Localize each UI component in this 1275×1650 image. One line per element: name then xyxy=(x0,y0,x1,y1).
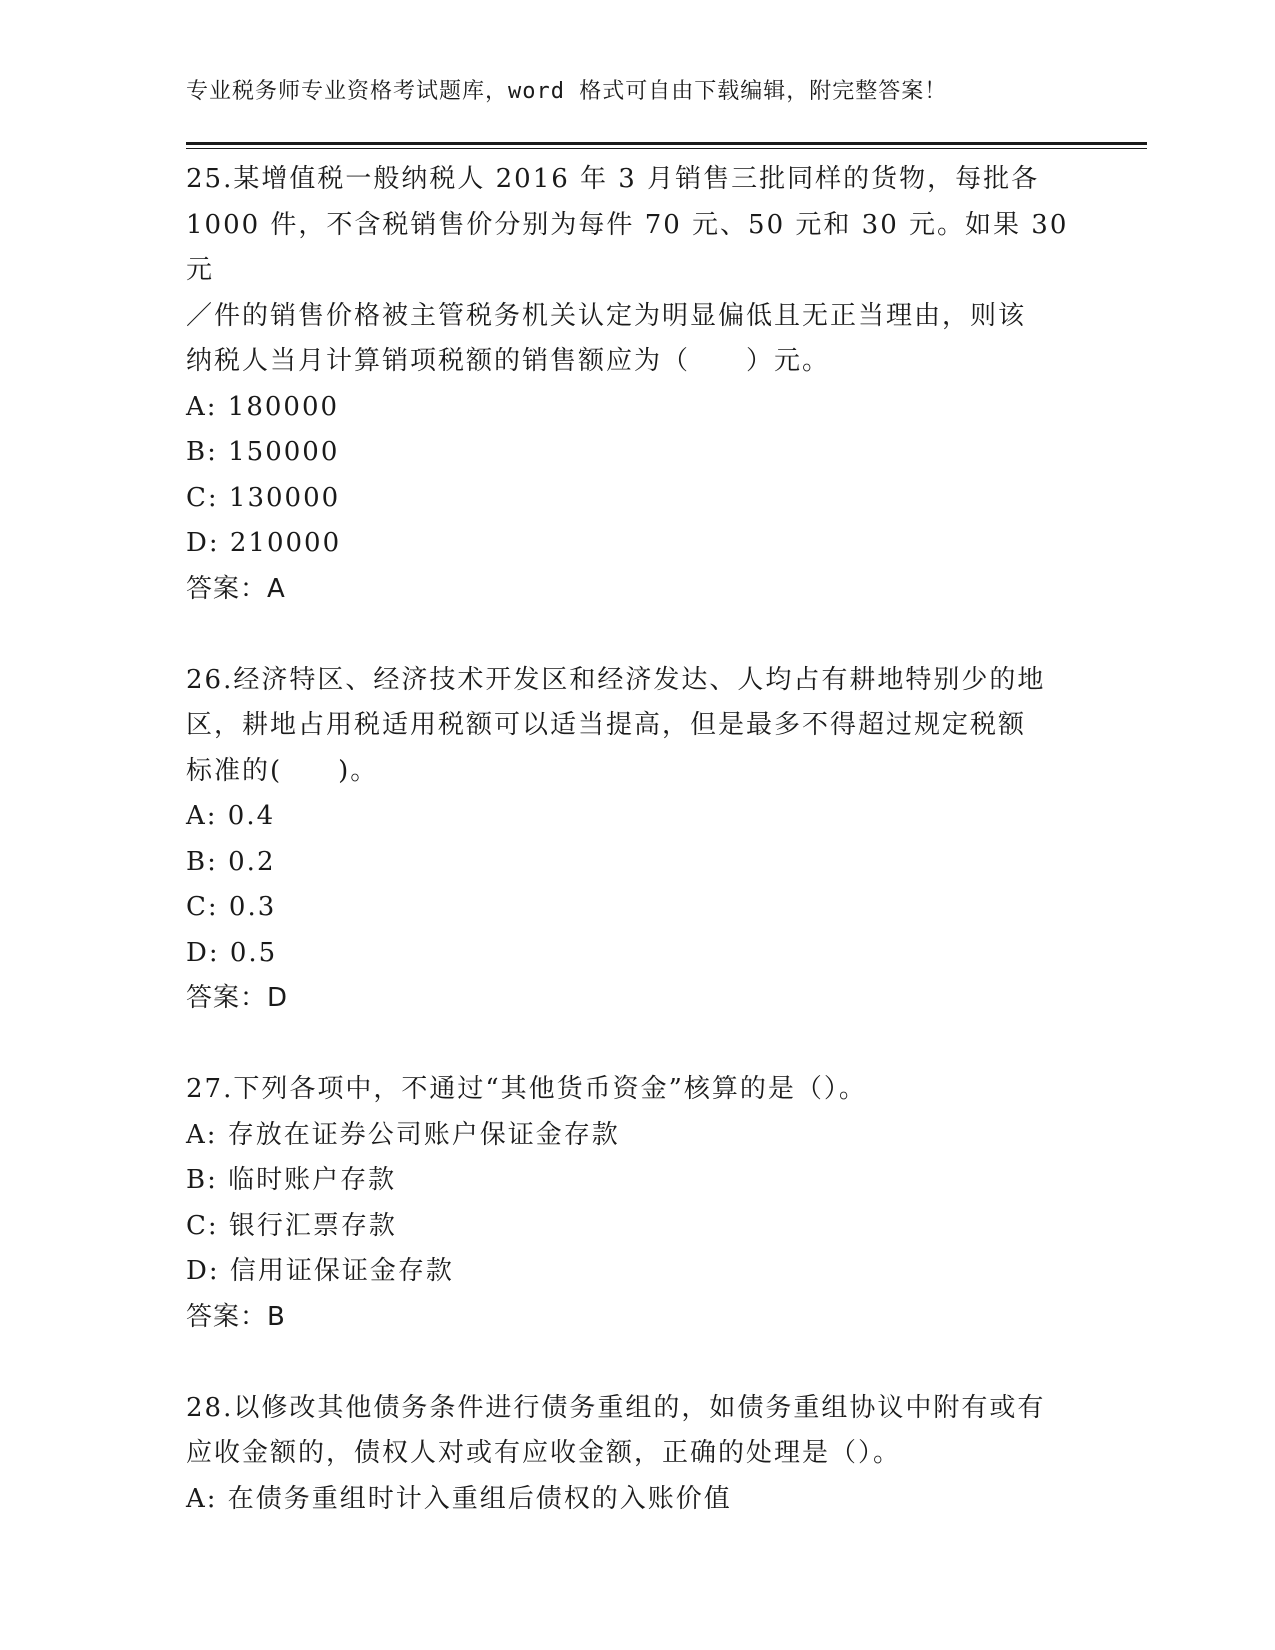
option-d: D: 0.5 xyxy=(186,937,278,968)
option-c: C: 130000 xyxy=(186,482,341,513)
answer-line: 答案：D xyxy=(186,983,289,1013)
question-27 xyxy=(186,1067,1086,1340)
question-25 xyxy=(186,157,1086,612)
question-stem-line: 区，耕地占用税适用税额可以适当提高，但是最多不得超过规定税额 xyxy=(186,710,1027,740)
header-rule-thin xyxy=(186,148,1147,149)
option-b: B: 150000 xyxy=(186,437,340,467)
option-b: B: 临时账户存款 xyxy=(186,1165,397,1195)
answer-line: 答案：B xyxy=(186,1301,286,1332)
question-stem-line: 28.以修改其他债务条件进行债务重组的，如债务重组协议中附有或有 xyxy=(186,1392,1046,1423)
question-list xyxy=(186,157,1086,1522)
page-header: 专业税务师专业资格考试题库，word 格式可自由下载编辑，附完整答案！ xyxy=(186,79,948,104)
question-stem-line: 标准的( )。 xyxy=(186,755,379,786)
question-28 xyxy=(186,1386,1086,1523)
option-a: A: 180000 xyxy=(186,391,340,422)
option-d: D: 信用证保证金存款 xyxy=(186,1256,454,1286)
question-stem-line: 26.经济特区、经济技术开发区和经济发达、人均占有耕地特别少的地 xyxy=(186,664,1046,695)
option-a: A: 0.4 xyxy=(186,801,276,831)
header-rule-thick xyxy=(186,142,1147,145)
option-b: B: 0.2 xyxy=(186,846,276,877)
question-stem-line: ／件的销售价格被主管税务机关认定为明显偏低且无正当理由，则该 xyxy=(186,300,1027,331)
question-stem-line: 27.下列各项中，不通过“其他货币资金”核算的是（）。 xyxy=(186,1074,867,1104)
question-stem-line: 1000 件，不含税销售价分别为每件 70 元、50 元和 30 元。如果 30 元 xyxy=(186,209,1079,285)
option-c: C: 银行汇票存款 xyxy=(186,1210,397,1241)
spacer xyxy=(186,1340,1086,1386)
question-stem-line: 纳税人当月计算销项税额的销售额应为（ ）元。 xyxy=(186,346,831,376)
question-stem-line: 应收金额的，债权人对或有应收金额，正确的处理是（）。 xyxy=(186,1438,902,1468)
spacer xyxy=(186,1022,1086,1068)
answer-line: 答案：A xyxy=(186,573,286,604)
spacer xyxy=(186,612,1086,658)
option-a: A: 在债务重组时计入重组后债权的入账价值 xyxy=(186,1483,732,1514)
option-a: A: 存放在证券公司账户保证金存款 xyxy=(186,1119,620,1150)
question-stem-line: 25.某增值税一般纳税人 2016 年 3 月销售三批同样的货物，每批各 xyxy=(186,164,1040,194)
option-d: D: 210000 xyxy=(186,528,342,558)
option-c: C: 0.3 xyxy=(186,892,277,922)
question-26 xyxy=(186,658,1086,1022)
